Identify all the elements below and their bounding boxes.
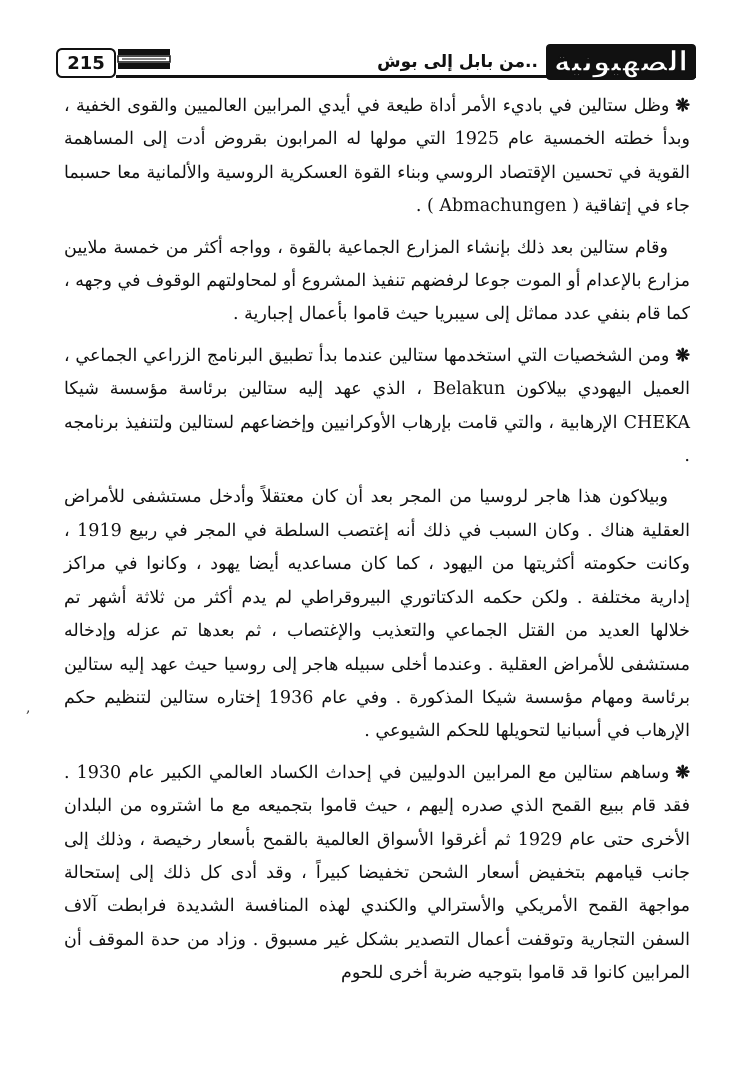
running-head	[377, 40, 696, 80]
book-subtitle: ..من بابل إلى بوش	[377, 52, 538, 72]
asterisk-bullet-icon: ❋	[675, 345, 690, 366]
paragraph-text: وساهم ستالين مع المرابين الدوليين في إحداث الكساد العالمي الكبير عام 1930 . فقد قام ببيع القمح الذي صدره إليهم ، حيث قاموا بتجميعه مع ما اشتروه من البلدان الأخرى حتى عام 1929 ثم أغرقوا الأسواق العالمية بالقمح بأسعار رخيصة ، وذلك إلى جانب قيامهم بتخفيض أسعار الشحن تخفيضا كبيراً ، وقد أدى كل ذلك إلى إستحالة مواجهة القمح الأمريكي والأسترالي والكندي لهذه المنافسة الشديدة فرابطت آلاف السفن التجارية وتوقفت أعمال التصدير بشكل غير مسبوق . وزاد من حدة الموقف أن المرابين كانوا قد قاموا بتوجيه ضربة أخرى للحوم	[64, 762, 691, 984]
margin-mark: ,	[26, 700, 31, 716]
asterisk-bullet-icon: ❋	[675, 762, 690, 783]
paragraph-1	[64, 90, 690, 224]
paragraph-4	[64, 481, 690, 748]
asterisk-bullet-icon: ❋	[675, 96, 690, 116]
page-header	[56, 40, 696, 84]
paragraph-text: ومن الشخصيات التي استخدمها ستالين عندما بدأ تطبيق البرنامج الزراعي الجماعي ، العميل اليهودي بيلاكون Belakun ، الذي عهد إليه ستالين برئاسة مؤسسة شيكا CHEKA الإرهابية ، والتي قامت بإرهاب الأوكرانيين وإخضاعهم لستالين ولتنفيذ برنامجه .	[64, 345, 690, 467]
paragraph-2	[64, 232, 690, 332]
paragraph-5	[64, 757, 690, 991]
paragraph-text: وقام ستالين بعد ذلك بإنشاء المزارع الجماعية بالقوة ، وواجه أكثر من خمسة ملايين مزارع بالإعدام أو الموت جوعا لرفضهم تنفيذ المشروع أو لمحاولتهم الوقوف في وجهه ، كما قام بنفي عدد مماثل إلى سيبريا حيث قاموا بأعمال إجبارية .	[64, 237, 690, 325]
paragraph-3	[64, 340, 690, 474]
paragraph-text: وبيلاكون هذا هاجر لروسيا من المجر بعد أن كان معتقلاً وأدخل مستشفى للأمراض العقلية هناك . وكان السبب في ذلك أنه إغتصب السلطة في المجر في ربيع 1919 ، وكانت حكومته أكثريتها من اليهود ، كما كان مساعديه أيضا يهود ، وكانوا في مراكز إدارية مختلفة . ولكن حكمه الدكتاتوري البيروقراطي لم يدم أكثر من ثلاثة أشهر تم خلالها العديد من القتل الجماعي والتعذيب والإغتصاب ، ثم بعدها تم عزله وإدخاله مستشفى للأمراض العقلية . وعندما أخلى سبيله هاجر إلى روسيا حيث عهد إليه ستالين برئاسة ومهام مؤسسة شيكا المذكورة . وفي عام 1936 إختاره ستالين لتنظيم حكم الإرهاب في أسبانيا لتحويلها للحكم الشيوعي .	[64, 487, 691, 742]
page-number: 215	[56, 48, 116, 78]
paragraph-text: وظل ستالين في باديء الأمر أداة طيعة في أيدي المرابين العالميين والقوى الخفية ، وبدأ خطته الخمسية عام 1925 التي مولها له المرابون بقروض أدت إلى المساهمة القوية في تحسين الإقتصاد الروسي وبناء القوة العسكرية الروسية والألمانية معا حسبما جاء في إتفاقية ( Abmachungen ) .	[64, 96, 690, 217]
page-body	[64, 90, 690, 999]
book-stack-icon	[116, 46, 172, 72]
book-brand-title: الصهيونية	[546, 44, 696, 80]
